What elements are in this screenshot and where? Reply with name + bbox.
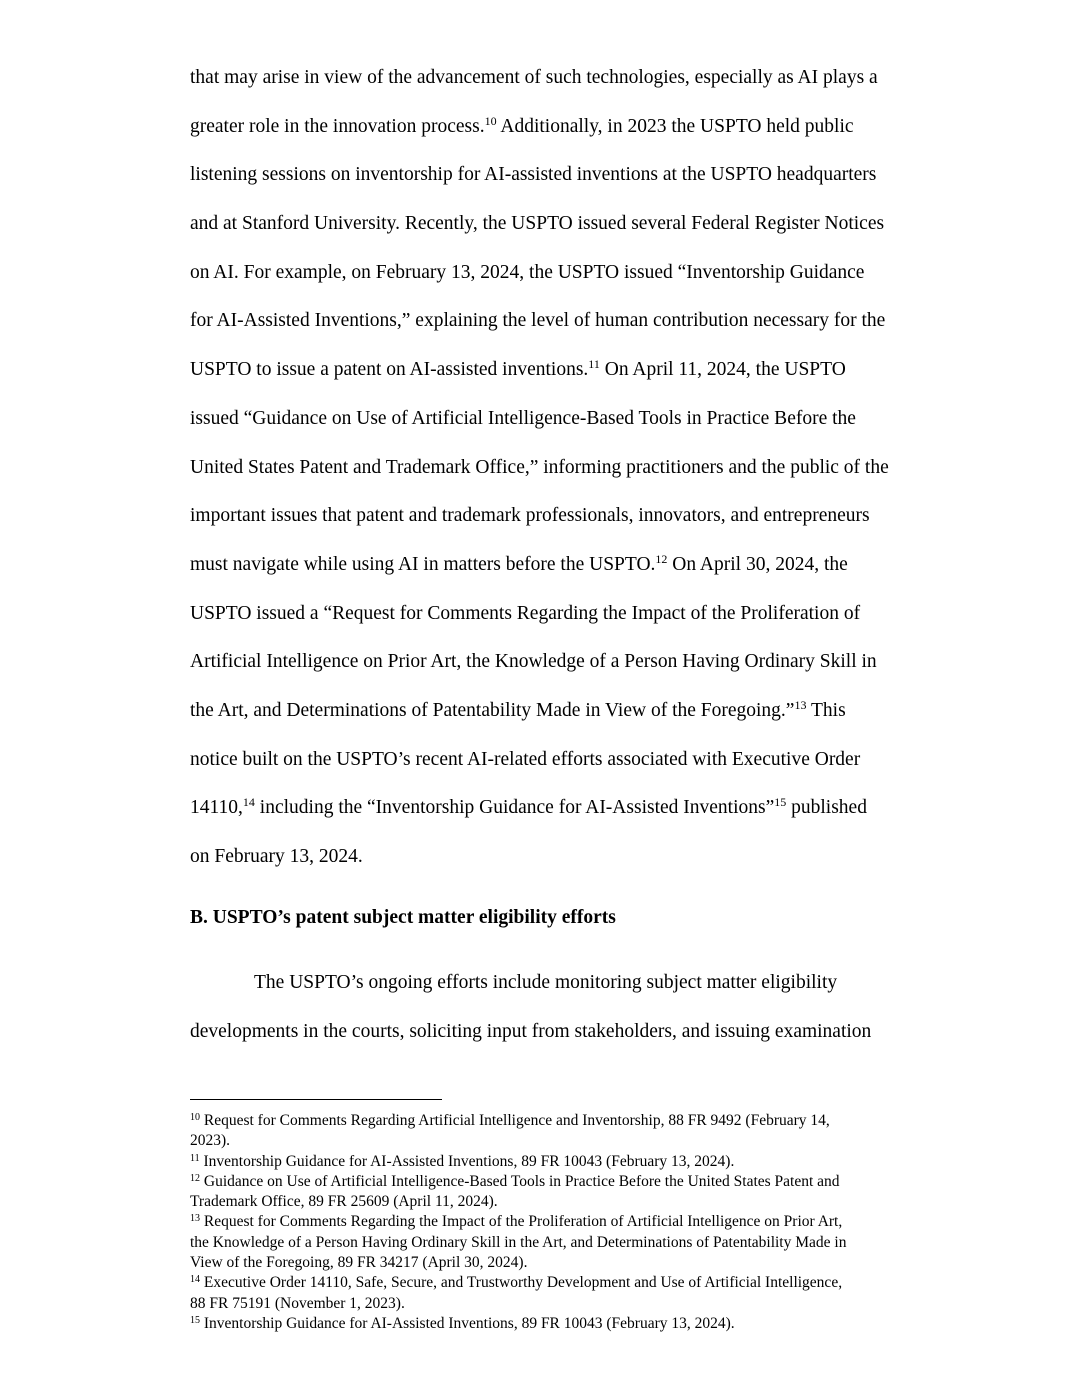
footnote-13-cont xyxy=(190,1233,950,1253)
body-line xyxy=(190,54,960,103)
body-line xyxy=(190,492,960,541)
body-text: Additionally, in 2023 the USPTO held public xyxy=(496,115,854,137)
body-text: on AI. For example, on February 13, 2024, the USPTO issued “Inventorship Guidance xyxy=(190,261,865,283)
footnote-text: View of the Foregoing, 89 FR 34217 (April 30, 2024). xyxy=(190,1254,528,1272)
footnote-text: 2023). xyxy=(190,1132,231,1150)
footnote-12 xyxy=(190,1172,950,1192)
body-text: 14110, xyxy=(190,797,243,819)
footnote-number: 14 xyxy=(190,1274,200,1286)
body-line xyxy=(190,590,960,639)
footnote-text: Executive Order 14110, Safe, Secure, and Trustworthy Development and Use of Artificial Intelligence, xyxy=(200,1274,843,1292)
footnote-14 xyxy=(190,1273,950,1293)
footnote-ref-12[interactable]: 12 xyxy=(655,551,668,566)
body-text: and at Stanford University. Recently, the USPTO issued several Federal Register Notices xyxy=(190,213,885,235)
body-paragraph xyxy=(190,54,960,882)
body-text: This xyxy=(806,699,846,721)
footnote-text: Inventorship Guidance for AI-Assisted Inventions, 89 FR 10043 (February 13, 2024). xyxy=(199,1152,735,1170)
body-line xyxy=(190,297,960,346)
body-text: listening sessions on inventorship for AI-assisted inventions at the USPTO headquarters xyxy=(190,164,877,186)
body-text: issued “Guidance on Use of Artificial Intelligence-Based Tools in Practice Before the xyxy=(190,407,856,429)
footnote-ref-13[interactable]: 13 xyxy=(794,697,807,712)
footnote-text: Request for Comments Regarding Artificial Intelligence and Inventorship, 88 FR 9492 (February 14, xyxy=(200,1112,830,1129)
footnote-10-cont xyxy=(190,1131,950,1151)
footnote-13-cont xyxy=(190,1253,950,1273)
body-text: the Art, and Determinations of Patentability Made in View of the Foregoing.” xyxy=(190,699,795,721)
body-text: published xyxy=(786,797,867,819)
footnote-text: Inventorship Guidance for AI-Assisted Inventions, 89 FR 10043 (February 13, 2024). xyxy=(200,1314,735,1332)
body-text: notice built on the USPTO’s recent AI-related efforts associated with Executive Order xyxy=(190,748,861,770)
body-line xyxy=(190,687,960,736)
footnote-11 xyxy=(190,1152,950,1172)
body-line xyxy=(190,784,960,833)
body-line xyxy=(190,103,960,152)
footnote-divider xyxy=(190,1099,442,1100)
footnote-ref-15[interactable]: 15 xyxy=(774,795,787,810)
footnotes xyxy=(190,1111,950,1334)
body-line xyxy=(190,249,960,298)
body-text: On April 30, 2024, the xyxy=(667,553,848,575)
footnote-text: Trademark Office, 89 FR 25609 (April 11, 2024). xyxy=(190,1193,498,1211)
body-text: Artificial Intelligence on Prior Art, the Knowledge of a Person Having Ordinary Skill in xyxy=(190,651,877,673)
section-b-paragraph xyxy=(190,958,960,1055)
body-text: important issues that patent and trademark professionals, innovators, and entrepreneurs xyxy=(190,505,870,527)
footnote-text: Guidance on Use of Artificial Intelligence-Based Tools in Practice Before the United States Patent and xyxy=(200,1172,840,1190)
body-text: for AI-Assisted Inventions,” explaining the level of human contribution necessary for the xyxy=(190,310,886,332)
footnote-number: 15 xyxy=(190,1314,200,1326)
footnote-text: 88 FR 75191 (November 1, 2023). xyxy=(190,1294,405,1312)
footnote-number: 13 xyxy=(190,1213,200,1225)
footnote-ref-14[interactable]: 14 xyxy=(242,795,255,810)
footnote-10 xyxy=(190,1111,950,1131)
footnote-ref-10[interactable]: 10 xyxy=(484,113,497,128)
body-line xyxy=(190,638,960,687)
section-heading: B. USPTO’s patent subject matter eligibility efforts xyxy=(190,907,616,928)
body-text: On April 11, 2024, the USPTO xyxy=(599,359,846,381)
body-text: including the “Inventorship Guidance for AI-Assisted Inventions” xyxy=(254,797,775,819)
body-text: must navigate while using AI in matters before the USPTO. xyxy=(190,553,656,575)
footnote-13 xyxy=(190,1212,950,1232)
body-text: on February 13, 2024. xyxy=(190,846,363,867)
footnote-14-cont xyxy=(190,1294,950,1314)
body-text: greater role in the innovation process. xyxy=(190,115,485,137)
body-line xyxy=(190,833,960,882)
footnote-15 xyxy=(190,1314,950,1334)
footnote-number: 11 xyxy=(190,1152,200,1164)
body-line xyxy=(190,200,960,249)
body-line xyxy=(190,541,960,590)
body-line xyxy=(190,346,960,395)
footnote-12-cont xyxy=(190,1192,950,1212)
footnote-ref-11[interactable]: 11 xyxy=(588,357,600,372)
body-line xyxy=(190,395,960,444)
footnote-number: 12 xyxy=(190,1172,200,1184)
body-line: developments in the courts, soliciting input from stakeholders, and issuing examination xyxy=(190,1020,872,1042)
body-line xyxy=(190,736,960,785)
footnote-text: the Knowledge of a Person Having Ordinary Skill in the Art, and Determinations of Patentability Made in xyxy=(190,1233,847,1251)
body-text: that may arise in view of the advancement of such technologies, especially as AI plays a xyxy=(190,67,878,88)
footnote-number: 10 xyxy=(190,1112,200,1123)
body-line xyxy=(190,151,960,200)
footnote-text: Request for Comments Regarding the Impact of the Proliferation of Artificial Intelligence on Prior Art, xyxy=(200,1213,843,1231)
body-text: USPTO issued a “Request for Comments Regarding the Impact of the Proliferation of xyxy=(190,602,861,624)
body-line: The USPTO’s ongoing efforts include monitoring subject matter eligibility xyxy=(254,972,838,993)
body-line xyxy=(190,444,960,493)
body-text: United States Patent and Trademark Office,” informing practitioners and the public of the xyxy=(190,456,889,478)
body-text: USPTO to issue a patent on AI-assisted inventions. xyxy=(190,359,589,381)
